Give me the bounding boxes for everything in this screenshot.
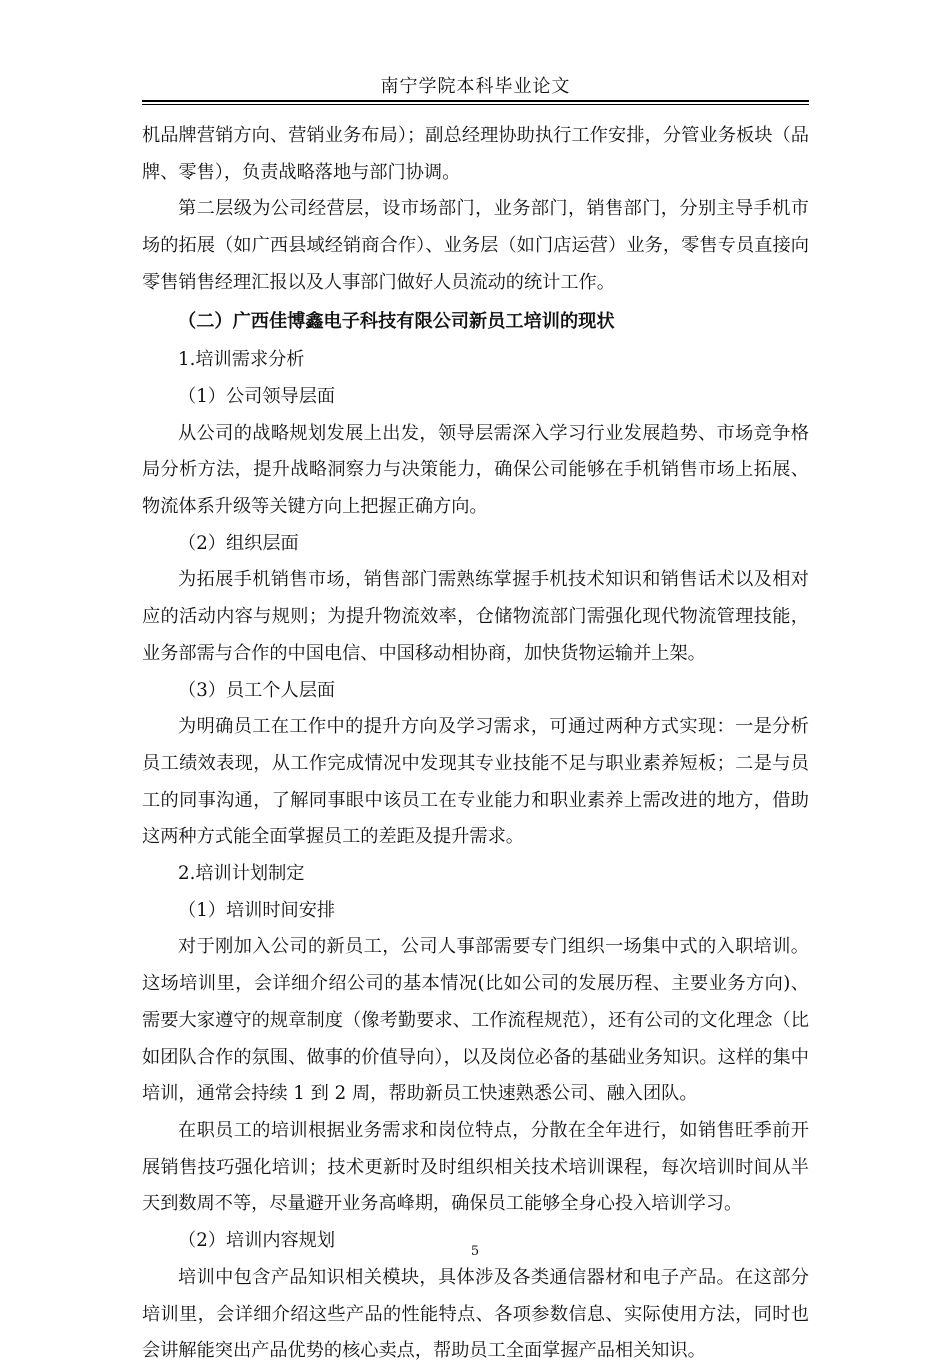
paragraph: 第二层级为公司经营层，设市场部门，业务部门，销售部门，分别主导手机市场的拓展（如广西县域经销商合作）、业务层（如门店运营）业务，零售专员直接向零售销售经理汇报以及人事部门做好人员流动的统计工作。: [142, 198, 809, 293]
document-body: [142, 118, 809, 1370]
sub-subsection-heading: （1）培训时间安排: [178, 899, 336, 921]
sub-subsection-heading: （2）培训内容规划: [178, 1230, 336, 1252]
paragraph: 为明确员工在工作中的提升方向及学习需求，可通过两种方式实现：一是分析员工绩效表现，从工作完成情况中发现其专业技能不足与职业素养短板；二是与员工的同事沟通，了解同事眼中该员工在专业能力和职业素养上需改进的地方，借助这两种方式能全面掌握员工的差距及提升需求。: [142, 716, 809, 848]
section-heading: （二）广西佳博鑫电子科技有限公司新员工培训的现状: [178, 310, 615, 332]
subsection-heading: 2.培训计划制定: [178, 863, 305, 885]
page-header: 南宁学院本科毕业论文: [380, 76, 571, 97]
paragraph: 培训中包含产品知识相关模块，具体涉及各类通信器材和电子产品。在这部分培训里，会详细介绍这些产品的性能特点、各项参数信息、实际使用方法，同时也会讲解能突出产品优势的核心卖点，帮助员工全面掌握产品相关知识。: [142, 1266, 809, 1362]
header-rule-thin: [142, 104, 809, 105]
subsection-heading: 1.培训需求分析: [178, 349, 305, 371]
sub-subsection-heading: （3）员工个人层面: [178, 679, 336, 701]
paragraph-continued: 机品牌营销方向、营销业务布局）；副总经理协助执行工作安排，分管业务板块（品牌、零售），负责战略落地与部门协调。: [142, 125, 809, 183]
paragraph: 从公司的战略规划发展上出发，领导层需深入学习行业发展趋势、市场竞争格局分析方法，提升战略洞察力与决策能力，确保公司能够在手机销售市场上拓展、物流体系升级等关键方向上把握正确方向。: [142, 422, 809, 518]
paragraph: 对于刚加入公司的新员工，公司人事部需要专门组织一场集中式的入职培训。这场培训里，会详细介绍公司的基本情况(比如公司的发展历程、主要业务方向)、需要大家遵守的规章制度（像考勤要求、工作流程规范），还有公司的文化理念（比如团队合作的氛围、做事的价值导向），以及岗位必备的基础业务知识。这样的集中培训，通常会持续 1 到 2 周，帮助新员工快速熟悉公司、融入团队。: [142, 936, 809, 1105]
header-rule: [142, 100, 809, 102]
paragraph: 为拓展手机销售市场，销售部门需熟练掌握手机技术知识和销售话术以及相对应的活动内容与规则；为提升物流效率，仓储物流部门需强化现代物流管理技能，业务部需与合作的中国电信、中国移动相协商，加快货物运输并上架。: [142, 569, 809, 664]
sub-subsection-heading: （1）公司领导层面: [178, 385, 336, 407]
page-number: 5: [470, 1244, 480, 1259]
paragraph: 在职员工的培训根据业务需求和岗位特点，分散在全年进行，如销售旺季前开展销售技巧强化培训；技术更新时及时组织相关技术培训课程，每次培训时间从半天到数周不等，尽量避开业务高峰期，确保员工能够全身心投入培训学习。: [142, 1119, 809, 1215]
sub-subsection-heading: （2）组织层面: [178, 532, 299, 554]
